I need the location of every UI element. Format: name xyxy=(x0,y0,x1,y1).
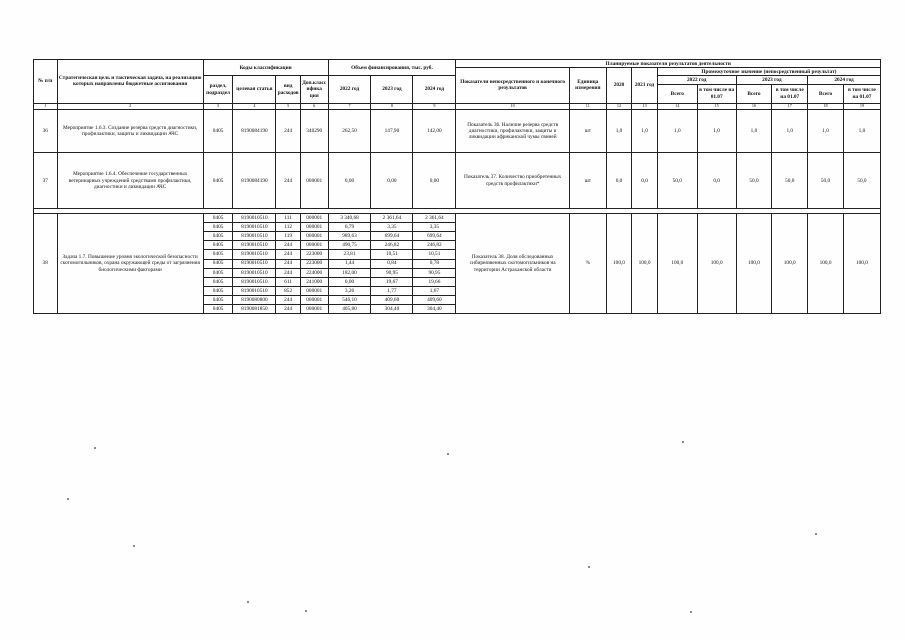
row-2021: 0,0 xyxy=(632,153,658,209)
line-section: 0405 xyxy=(203,214,233,223)
year-2022: 2022 год xyxy=(657,76,736,84)
total-2024: Всего xyxy=(808,84,844,103)
col-results: Планируемые показатели результатов деятельности xyxy=(456,60,881,68)
row-incl-2024: 50,0 xyxy=(843,153,880,209)
row-unit: % xyxy=(569,214,606,314)
fin-2024: 2024 год xyxy=(413,76,456,103)
line-article: 8190010510 xyxy=(233,250,276,259)
row-goal: Мероприятие 1.6.3. Создание резерва средств диагностики, профилактики, защиты и ликвидации АЧС xyxy=(57,110,203,153)
line-fin-2023: 19,67 xyxy=(371,277,413,286)
row-section: 0405 xyxy=(203,153,233,209)
row-incl-2022: 1,0 xyxy=(697,110,736,153)
line-fin-2023: 1,77 xyxy=(371,286,413,295)
row-unit: шт xyxy=(569,110,606,153)
line-fin-2023: 0,84 xyxy=(371,259,413,268)
col-finance: Объем финансирования, тыс. руб. xyxy=(328,60,456,76)
scan-speck xyxy=(247,601,249,603)
scan-speck xyxy=(67,498,69,500)
line-expense: 244 xyxy=(276,250,301,259)
row-total-2024: 50,0 xyxy=(808,153,844,209)
row-indicator: Показатель 36. Наличие резерва средств диагностики, профилактики, защиты и ликвидации африканской чумы свиней xyxy=(456,110,570,153)
line-section: 0405 xyxy=(203,295,233,304)
table-row xyxy=(34,110,881,153)
line-fin-2024: 1,67 xyxy=(413,286,456,295)
column-numbers-row: 1 2 3 4 5 6 7 8 9 10 11 12 13 14 15 16 17 18 19 xyxy=(34,103,881,110)
line-article: 8190010510 xyxy=(233,286,276,295)
scan-speck xyxy=(682,441,684,443)
line-article: 8190010510 xyxy=(233,259,276,268)
line-article: 8190010510 xyxy=(233,241,276,250)
code-section: раздел, подраздел xyxy=(203,76,233,103)
row-no: 37 xyxy=(34,153,58,209)
line-expense: 244 xyxy=(276,305,301,314)
row-no: 36 xyxy=(34,110,58,153)
row-extra: 340290 xyxy=(300,110,328,153)
year-2023: 2023 год xyxy=(736,76,808,84)
line-extra: 000001 xyxy=(300,241,328,250)
col-2020: 2020 xyxy=(606,68,632,103)
row-fin-2023: 147,90 xyxy=(371,110,413,153)
line-extra: 000001 xyxy=(300,295,328,304)
col-2021: 2021 год xyxy=(632,68,658,103)
line-extra: 000001 xyxy=(300,214,328,223)
row-2021: 1,0 xyxy=(632,110,658,153)
line-fin-2023: 3,35 xyxy=(371,223,413,232)
row-expense: 244 xyxy=(276,153,301,209)
line-article: 8190010510 xyxy=(233,223,276,232)
row-total-2023: 50,0 xyxy=(736,153,772,209)
line-fin-2024: 19,66 xyxy=(413,277,456,286)
row-extra: 000001 xyxy=(300,153,328,209)
scan-speck xyxy=(815,533,817,535)
line-extra: 241000 xyxy=(300,277,328,286)
total-2023: Всего xyxy=(736,84,772,103)
table-row xyxy=(34,153,881,209)
fin-2022: 2022 год xyxy=(328,76,371,103)
line-fin-2024: 246,82 xyxy=(413,241,456,250)
col-codes: Коды классификации xyxy=(203,60,328,76)
line-fin-2022: 6,79 xyxy=(328,223,371,232)
line-section: 0405 xyxy=(203,277,233,286)
line-fin-2022: 989,63 xyxy=(328,232,371,241)
line-expense: 244 xyxy=(276,295,301,304)
line-section: 0405 xyxy=(203,241,233,250)
line-article: 8190010510 xyxy=(233,214,276,223)
code-article: целевая статья xyxy=(233,76,276,103)
line-section: 0405 xyxy=(203,250,233,259)
row-total-2022: 50,0 xyxy=(657,153,697,209)
scan-speck xyxy=(305,610,307,612)
line-fin-2023: 2 361,64 xyxy=(371,214,413,223)
incl-2024: в том числе на 01.07 xyxy=(843,84,880,103)
line-article: 8190080800 xyxy=(233,295,276,304)
line-extra: 223000 xyxy=(300,250,328,259)
line-fin-2022: 23,81 xyxy=(328,250,371,259)
line-fin-2024: 10,51 xyxy=(413,250,456,259)
row-fin-2024: 142,00 xyxy=(413,110,456,153)
col-goal: Стратегическая цель и тактическая задача, на реализацию которых направлены бюджетные ассигнования xyxy=(57,60,203,104)
line-expense: 119 xyxy=(276,232,301,241)
line-fin-2023: 699,64 xyxy=(371,232,413,241)
line-expense: 112 xyxy=(276,223,301,232)
code-extra: Доп.классифика ция xyxy=(300,76,328,103)
line-expense: 111 xyxy=(276,214,301,223)
line-fin-2024: 90,95 xyxy=(413,268,456,277)
line-article: 8190010510 xyxy=(233,232,276,241)
row-article: 8190084190 xyxy=(233,153,276,209)
row-total-2023: 100,0 xyxy=(736,214,772,314)
row-indicator: Показатель 37. Количество приобретенных средств профилактики* xyxy=(456,153,570,209)
col-no: № п/п xyxy=(34,60,58,104)
line-article: 8190081850 xyxy=(233,305,276,314)
line-section: 0405 xyxy=(203,286,233,295)
line-fin-2024: 2 361,64 xyxy=(413,214,456,223)
row-2020: 100,0 xyxy=(606,214,632,314)
line-fin-2024: 304,40 xyxy=(413,305,456,314)
line-expense: 852 xyxy=(276,286,301,295)
col-interim: Промежуточное значение (непосредственный результат) xyxy=(657,68,880,76)
line-fin-2023: 246,82 xyxy=(371,241,413,250)
row-article: 8190084190 xyxy=(233,110,276,153)
row-incl-2022: 100,0 xyxy=(697,214,736,314)
line-extra: 000001 xyxy=(300,232,328,241)
line-fin-2022: 490,75 xyxy=(328,241,371,250)
line-extra: 000001 xyxy=(300,223,328,232)
row-fin-2022: 0,00 xyxy=(328,153,371,209)
line-fin-2023: 10,51 xyxy=(371,250,413,259)
row-expense: 244 xyxy=(276,110,301,153)
row-total-2024: 100,0 xyxy=(808,214,844,314)
col-indicator: Показатели непосредственного и конечного результатов xyxy=(456,68,570,103)
line-fin-2023: 90,95 xyxy=(371,268,413,277)
row-incl-2023: 100,0 xyxy=(772,214,808,314)
row-fin-2023: 0,00 xyxy=(371,153,413,209)
line-section: 0405 xyxy=(203,232,233,241)
program-table xyxy=(33,59,881,314)
line-fin-2022: 3 340,68 xyxy=(328,214,371,223)
row-total-2022: 1,0 xyxy=(657,110,697,153)
line-expense: 244 xyxy=(276,268,301,277)
line-section: 0405 xyxy=(203,259,233,268)
line-fin-2024: 409,60 xyxy=(413,295,456,304)
line-fin-2024: 0,78 xyxy=(413,259,456,268)
incl-2022: в том числе на 01.07 xyxy=(697,84,736,103)
line-fin-2024: 699,64 xyxy=(413,232,456,241)
row-unit: шт xyxy=(569,153,606,209)
total-2022: Всего xyxy=(657,84,697,103)
line-expense: 244 xyxy=(276,259,301,268)
row-goal: Мероприятие 1.6.4. Обеспечение государственных ветеринарных учреждений средствами профилактики, диагностики и ликвидации АЧС xyxy=(57,153,203,209)
col-unit: Единица измерения xyxy=(569,68,606,103)
line-section: 0405 xyxy=(203,268,233,277)
line-article: 8190010510 xyxy=(233,277,276,286)
line-fin-2022: 546,10 xyxy=(328,295,371,304)
line-fin-2022: 3,26 xyxy=(328,286,371,295)
row-incl-2024: 1,0 xyxy=(843,110,880,153)
year-2024: 2024 год xyxy=(808,76,881,84)
line-extra: 000001 xyxy=(300,305,328,314)
line-extra: 224000 xyxy=(300,268,328,277)
fin-2023: 2023 год xyxy=(371,76,413,103)
line-fin-2022: 0,00 xyxy=(328,277,371,286)
row-fin-2022: 262,50 xyxy=(328,110,371,153)
line-article: 8190010510 xyxy=(233,268,276,277)
row-2020: 1,0 xyxy=(606,110,632,153)
row-goal: Задача 1.7. Повышение уровня экологической безопасности скотомогильников, охрана окружающей среды от загрязнения биологическими факторами xyxy=(57,214,203,314)
line-fin-2023: 409,60 xyxy=(371,295,413,304)
table-row xyxy=(34,214,881,223)
row-no: 38 xyxy=(34,214,58,314)
line-section: 0405 xyxy=(203,305,233,314)
scan-speck xyxy=(133,545,135,547)
row-total-2024: 1,0 xyxy=(808,110,844,153)
row-2020: 0,0 xyxy=(606,153,632,209)
scan-speck xyxy=(588,566,590,568)
row-indicator: Показатель 38. Доля обследованных сибиреязвенных скотомогильников на территории Астраханской области xyxy=(456,214,570,314)
line-extra: 223000 xyxy=(300,259,328,268)
line-fin-2024: 3,35 xyxy=(413,223,456,232)
line-fin-2022: 405,80 xyxy=(328,305,371,314)
row-incl-2024: 100,0 xyxy=(843,214,880,314)
scan-speck xyxy=(690,611,692,613)
line-section: 0405 xyxy=(203,223,233,232)
line-extra: 000001 xyxy=(300,286,328,295)
row-total-2022: 100,0 xyxy=(657,214,697,314)
row-2021: 100,0 xyxy=(632,214,658,314)
line-fin-2022: 182,00 xyxy=(328,268,371,277)
line-fin-2022: 1,44 xyxy=(328,259,371,268)
incl-2023: в том числе на 01.07 xyxy=(772,84,808,103)
scan-speck xyxy=(94,447,96,449)
row-incl-2023: 1,0 xyxy=(772,110,808,153)
row-total-2023: 1,0 xyxy=(736,110,772,153)
line-fin-2023: 304,40 xyxy=(371,305,413,314)
row-incl-2023: 50,0 xyxy=(772,153,808,209)
row-incl-2022: 0,0 xyxy=(697,153,736,209)
scan-speck xyxy=(447,453,449,455)
code-expense: вид расходов xyxy=(276,76,301,103)
row-section: 0405 xyxy=(203,110,233,153)
line-expense: 244 xyxy=(276,241,301,250)
line-expense: 611 xyxy=(276,277,301,286)
row-fin-2024: 0,00 xyxy=(413,153,456,209)
